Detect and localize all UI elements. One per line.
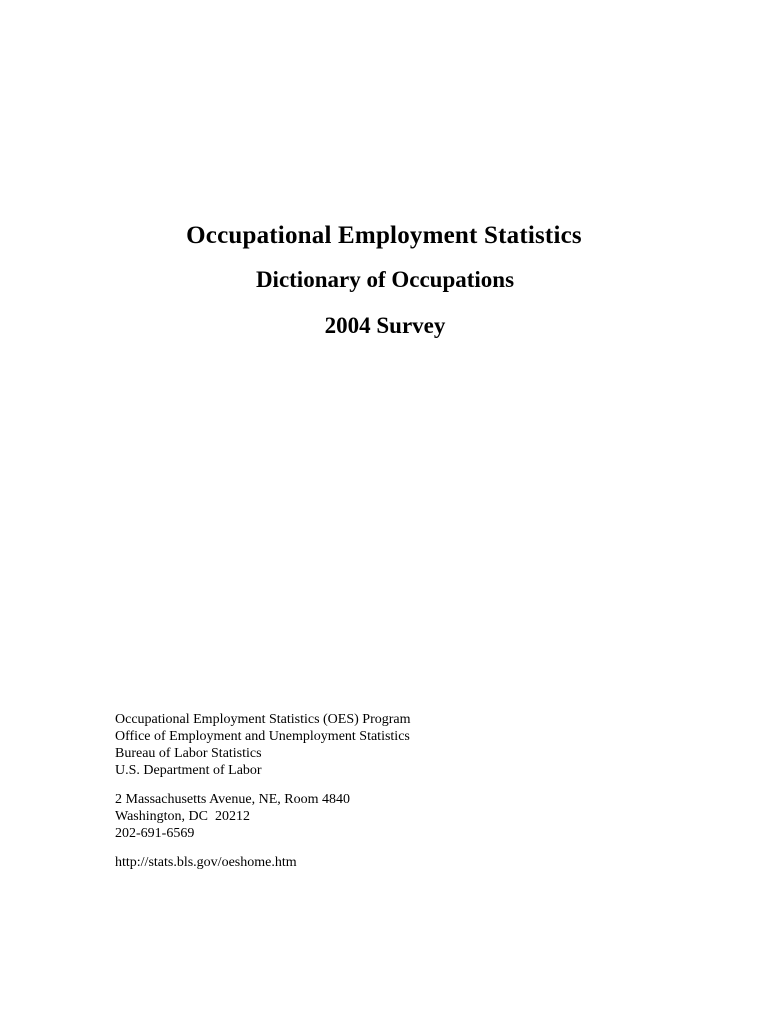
department-name: U.S. Department of Labor (115, 763, 262, 778)
document-subtitle: Dictionary of Occupations (255, 267, 515, 292)
city-state-zip: Washington, DC 20212 (115, 809, 250, 824)
phone-number: 202-691-6569 (115, 826, 195, 841)
contact-block (115, 711, 615, 883)
program-name: Occupational Employment Statistics (OES) Program (115, 712, 411, 727)
document-title: Occupational Employment Statistics (186, 222, 582, 249)
mailing-address-group (115, 791, 615, 842)
title-block (0, 219, 770, 338)
website-url[interactable]: http://stats.bls.gov/oeshome.htm (115, 855, 297, 870)
survey-year: 2004 Survey (324, 313, 446, 338)
web-group (115, 854, 615, 871)
bureau-name: Bureau of Labor Statistics (115, 746, 262, 761)
organization-group (115, 711, 615, 779)
office-name: Office of Employment and Unemployment Statistics (115, 729, 410, 744)
street-address: 2 Massachusetts Avenue, NE, Room 4840 (115, 792, 350, 807)
